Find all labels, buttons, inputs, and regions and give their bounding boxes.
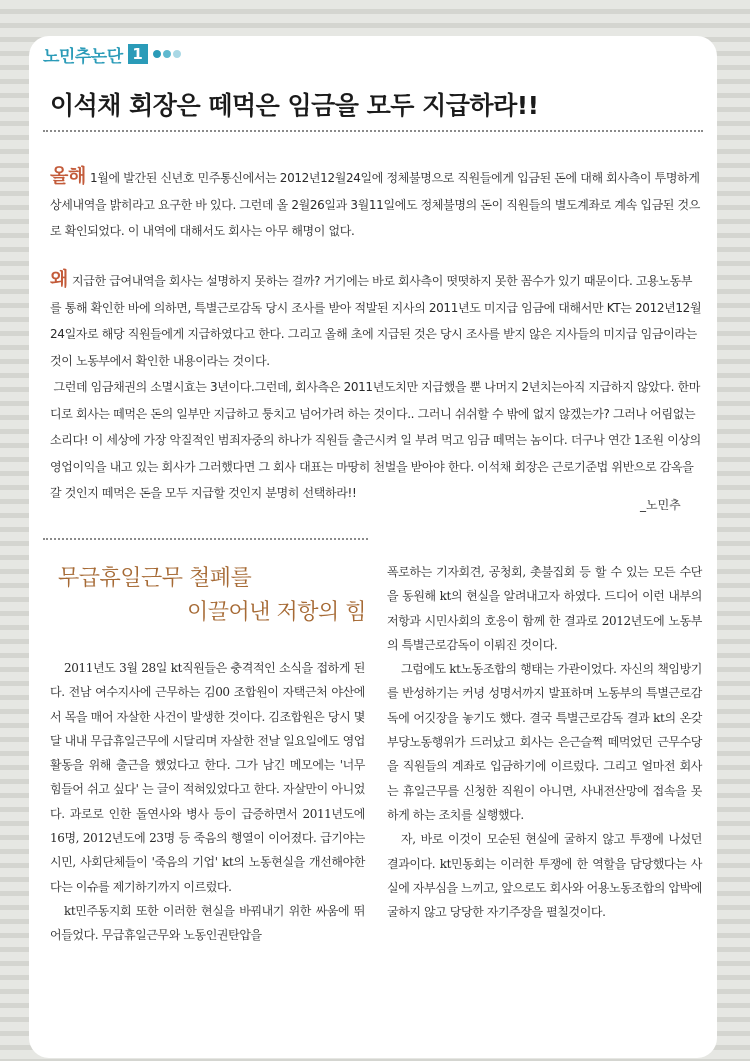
article-title: 이석채 회장은 떼먹은 임금을 모두 지급하라!! bbox=[50, 91, 539, 120]
column-label: 노민추논단 bbox=[43, 46, 123, 67]
right-paragraph-1: 폭로하는 기자회견, 공청회, 촛불집회 등 할 수 있는 모든 수단을 동원해 kt의 현실을 알려내고자 하였다. 드디어 이런 내부의 저항과 시민사회의 호응이 함께 한 결과로 2012년도에 노동부의 특별근로감독이 이뤄진 것이다. bbox=[387, 565, 702, 652]
section-title bbox=[58, 562, 368, 630]
dots-ornament bbox=[153, 50, 181, 58]
section-title-line-1: 무급휴일근무 철폐를 bbox=[58, 566, 252, 591]
dot-ornament-3 bbox=[173, 50, 181, 58]
paragraph-2-text-continued: 그런데 임금채권의 소멸시효는 3년이다.그런데, 회사측은 2011년도치만 지급했을 뿐 나머지 2년치는아직 지급하지 않았다. 한마디로 회사는 떼먹은 돈의 일부만 지급하고 퉁치고 넘어가려 하는 것이다.. 그러니 쉬쉬할 수 밖에 없지 않겠는가? 그러나 어림없는 소리다! 이 세상에 가장 악질적인 범죄자중의 하나가 직원들 출근시켜 일 부려 먹고 임금 떼먹는 놈이다. 더구나 연간 1조원 이상의 영업이익을 내고 있는 회사가 그러했다면 그 회사 대표는 마땅히 천벌을 받아야 한다. 이석채 회장은 근로기준법 위반으로 감옥을 갈 것인지 떼먹은 돈을 모두 지급할 것인지 분명히 선택하라!! bbox=[50, 380, 701, 500]
dot-ornament-1 bbox=[153, 50, 161, 58]
paragraph-1-text: 1월에 발간된 신년호 민주통신에서는 2012년12월24일에 정체불명으로 직원들에게 입금된 돈에 대해 회사측이 투명하게 상세내역을 밝히라고 요구한 바 있다. 그런데 올 2월26일과 3월11일에도 정체불명의 돈이 직원들의 별도계좌로 계속 입금된 것으로 확인되었다. 이 내역에 대해서도 회사는 아무 해명이 없다. bbox=[50, 171, 701, 238]
section-title-line-2: 이끌어낸 저항의 힘 bbox=[186, 600, 366, 625]
section-header bbox=[43, 42, 181, 66]
paragraph-1-lead: 올해 bbox=[50, 165, 87, 187]
column-number-badge: 1 bbox=[128, 44, 148, 64]
left-paragraph-1: 2011년도 3월 28일 kt직원들은 충격적인 소식을 접하게 된다. 전남 여수지사에 근무하는 김00 조합원이 자택근처 야산에서 목을 매어 자살한 사건이 발생한 것이다. 김조합원은 당시 몇달 내내 무급휴일근무에 시달리며 자살한 전날 일요일에도 영업활동을 위해 출근을 했었다고 한다. 그가 남긴 메모에는 '너무 힘들어 쉬고 싶다' 는 글이 적혀있었다고 한다. 자살만이 아니었다. 과로로 인한 돌연사와 병사 등이 급증하면서 2011년도에 16명, 2012년도에 23명 등 죽음의 행열이 이어졌다. 급기야는 시민, 사회단체들이 '죽음의 기업' kt의 노동현실을 개선해야한다는 이슈를 제기하기까지 이르렀다. bbox=[50, 661, 365, 894]
paragraph-2-lead: 왜 bbox=[50, 268, 69, 290]
left-column bbox=[50, 656, 365, 948]
paragraph-2-text: 지급한 급여내역을 회사는 설명하지 못하는 걸까? 거기에는 바로 회사측이 떳떳하지 못한 꼼수가 있기 때문이다. 고용노동부를 통해 확인한 바에 의하면, 특별근로감독 당시 조사를 받아 적발된 지사의 2011년도 미지급 임금에 대해서만 KT는 2012년12월24일자로 해당 직원들에게 지급하였다고 한다. 그리고 올해 초에 지급된 것은 당시 조사를 받지 않은 지사들의 미지급 임금이라는 것이 노동부에서 확인한 내용이라는 것이다. bbox=[50, 274, 702, 368]
dot-ornament-2 bbox=[163, 50, 171, 58]
signature: _노민추 bbox=[640, 498, 681, 512]
left-paragraph-2: kt민주동지회 또한 이러한 현실을 바꿔내기 위한 싸움에 뛰어들었다. 무급휴일근무와 노동인권탄압을 bbox=[50, 903, 365, 943]
section-divider bbox=[43, 538, 368, 540]
paragraph-1 bbox=[50, 163, 702, 245]
right-paragraph-3: 자, 바로 이것이 모순된 현실에 굴하지 않고 투쟁에 나섰던 결과이다. kt민동회는 이러한 투쟁에 한 역할을 담당했다는 사실에 자부심을 느끼고, 앞으로도 회사와 어용노동조합의 압박에 굴하지 않고 당당한 자기주장을 펼칠것이다. bbox=[387, 832, 702, 920]
paragraph-2 bbox=[50, 266, 702, 507]
right-paragraph-2: 그럼에도 kt노동조합의 행태는 가관이었다. 자신의 책임방기를 반성하기는 커녕 성명서까지 발표하며 노동부의 특별근로감독에 어깃장을 놓기도 했다. 결국 특별근로감독 결과 kt의 온갖 부당노동행위가 드러났고 회사는 은근슬쩍 떼먹었던 근무수당을 직원들의 계좌로 입금하기에 이르렀다. 그리고 얼마전 회사는 휴일근무를 신청한 직원이 아니면, 사내전산망에 접속을 못하게 하는 조치를 실행했다. bbox=[387, 662, 702, 822]
right-column bbox=[387, 560, 702, 924]
title-divider bbox=[43, 130, 703, 132]
